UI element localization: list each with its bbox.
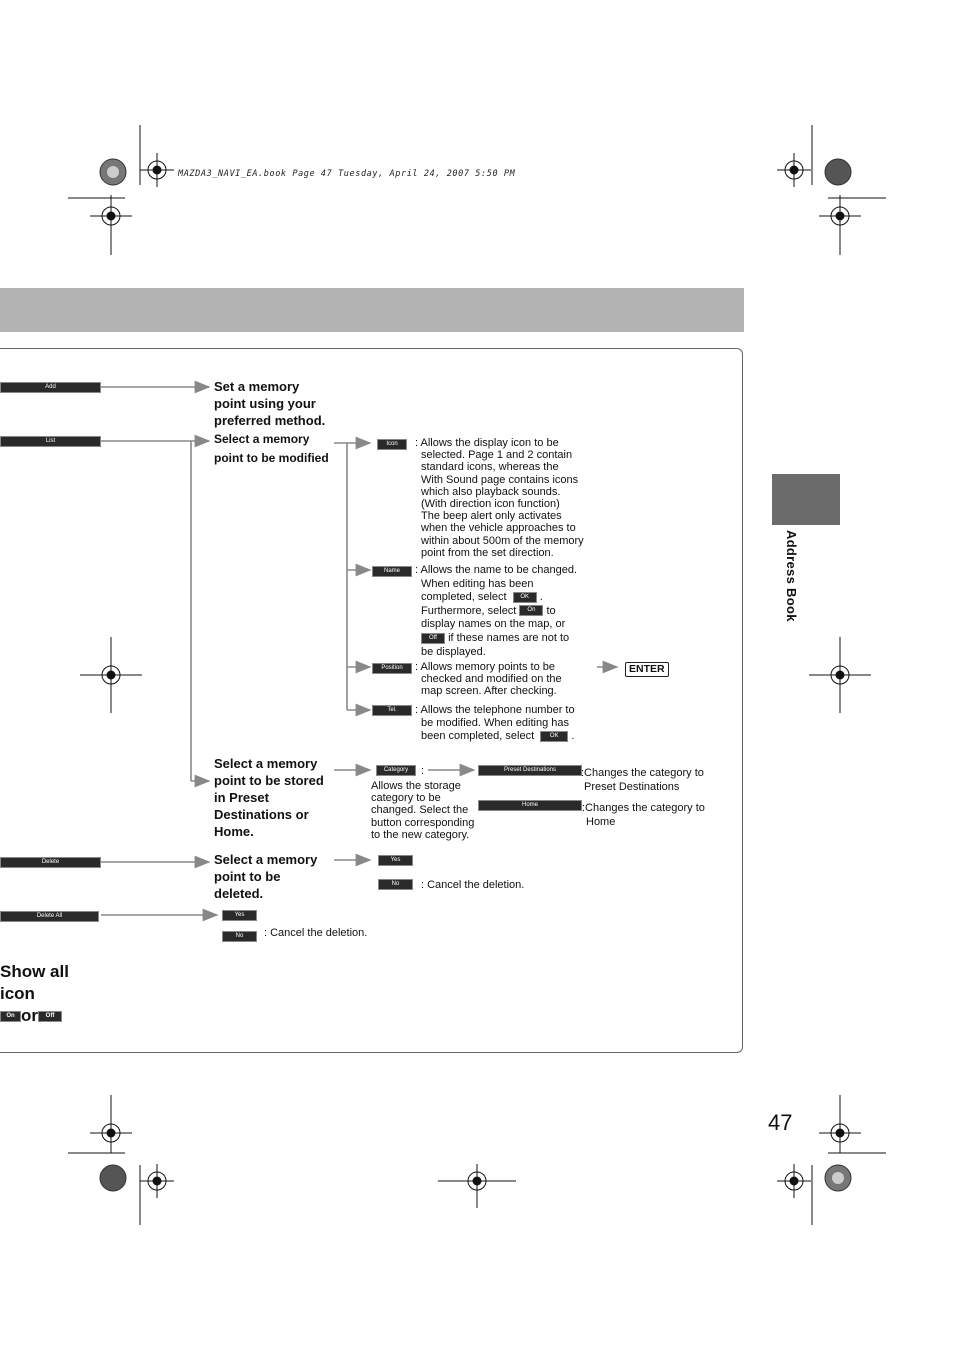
content-frame [0, 348, 743, 1053]
tel-description: : Allows the telephone number to be modified. When editing has been completed, select OK . [415, 704, 575, 742]
delete-all-no-button[interactable]: No [222, 931, 257, 942]
category-button[interactable]: Category [376, 765, 416, 776]
name-button[interactable]: Name [372, 566, 412, 577]
icon-description: : Allows the display icon to be selected. Page 1 and 2 contain standard icons, whereas the With Sound page contains icons which also playback sounds. (With direction icon function) The beep alert only activates when the vehicle approaches to within about 500m of the memory point from the set direction. [415, 437, 584, 559]
yes-button[interactable]: Yes [378, 855, 413, 866]
category-colon: : [421, 765, 425, 777]
page-number: 47 [768, 1110, 793, 1135]
enter-key[interactable]: ENTER [625, 662, 669, 677]
ok-button[interactable]: OK [513, 592, 537, 603]
list-button[interactable]: List [0, 436, 101, 447]
tel-ok-button[interactable]: OK [540, 731, 568, 742]
home-button[interactable]: Home [478, 800, 582, 811]
cancel-deletion-text: : Cancel the deletion. [421, 879, 525, 891]
off-button[interactable]: Off [421, 633, 445, 644]
position-description: : Allows memory points to be checked and modified on the map screen. After checking. [415, 661, 562, 698]
or-text: or [21, 1006, 38, 1025]
position-button[interactable]: Position [372, 663, 412, 674]
file-info-header: MAZDA3_NAVI_EA.book Page 47 Tuesday, April 24, 2007 5:50 PM [178, 169, 516, 179]
step-list-modify: Select a memory point to be modified [214, 432, 329, 465]
step-list-store: Select a memory point to be stored in Preset Destinations or Home. [214, 756, 324, 839]
icon-button[interactable]: Icon [377, 439, 407, 450]
on-button[interactable]: On [519, 605, 543, 616]
side-tab-label: Address Book [784, 530, 799, 622]
name-description: : Allows the name to be changed. When editing has been completed, select OK . Furthermore, select On to display names on the map, or Off if these names are not to be displayed. [415, 564, 578, 658]
step-add: Set a memory point using your preferred method. [214, 379, 326, 428]
home-description: :Changes the category to Home [582, 802, 705, 828]
cancel-deletion-all-text: : Cancel the deletion. [264, 927, 368, 939]
show-all-icon-label: Show all icon [0, 962, 69, 1003]
delete-button[interactable]: Delete [0, 857, 101, 868]
preset-destinations-button[interactable]: Preset Destinations [478, 765, 582, 776]
side-tab-block [772, 474, 840, 525]
no-button[interactable]: No [378, 879, 413, 890]
preset-description: :Changes the category to Preset Destinations [581, 767, 704, 793]
tel-button[interactable]: Tel. [372, 705, 412, 716]
section-header-band [0, 288, 744, 332]
show-all-off-button[interactable]: Off [38, 1011, 62, 1022]
add-button[interactable]: Add [0, 382, 101, 393]
category-description: Allows the storage category to be changed. Select the button corresponding to the new category. [371, 780, 475, 841]
delete-all-button[interactable]: Delete All [0, 911, 99, 922]
show-all-toggle [0, 1006, 62, 1026]
step-delete: Select a memory point to be deleted. [214, 852, 318, 901]
delete-all-yes-button[interactable]: Yes [222, 910, 257, 921]
show-all-on-button[interactable]: On [0, 1011, 21, 1022]
